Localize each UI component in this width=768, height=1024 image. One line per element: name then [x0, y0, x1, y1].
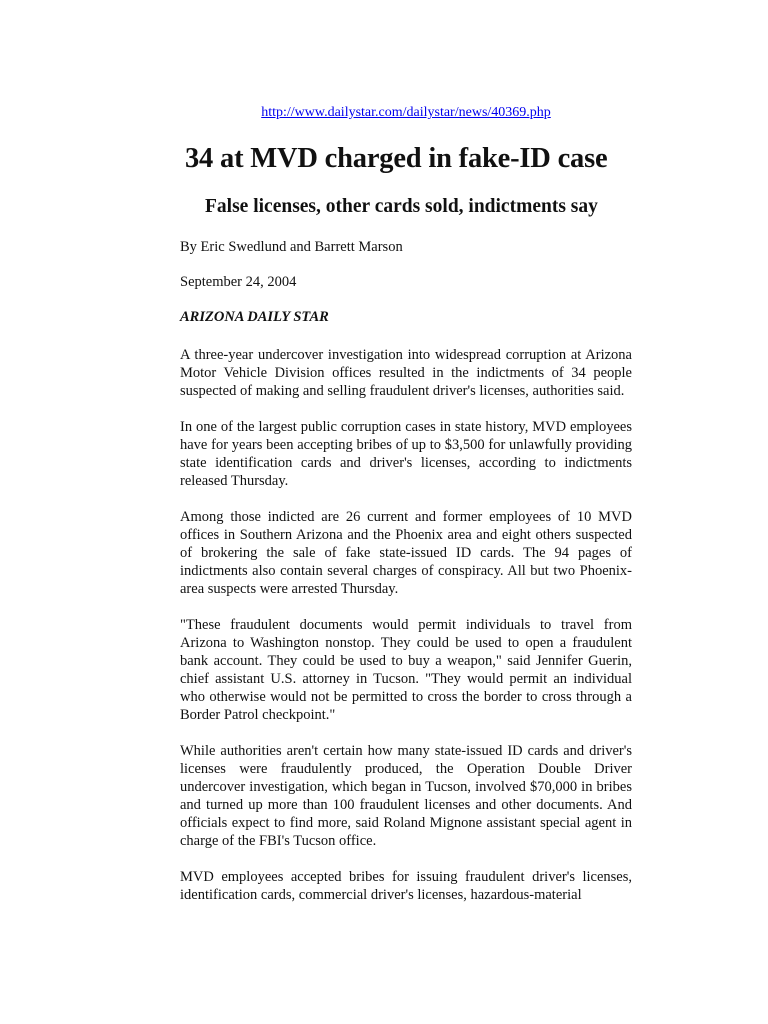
document-page — [180, 104, 632, 922]
source-url-link[interactable]: http://www.dailystar.com/dailystar/news/40369.php — [261, 105, 551, 120]
source-url-line — [180, 104, 632, 122]
article-paragraph-3: Among those indicted are 26 current and former employees of 10 MVD offices in Southern Arizona and the Phoenix area and eight others suspected of brokering the sale of fake state-issued ID cards. The 94 pages of indictments also contain several charges of conspiracy. All but two Phoenix-area suspects were arrested Thursday. — [180, 509, 632, 597]
article-subheadline: False licenses, other cards sold, indictments say — [205, 196, 598, 217]
article-byline: By Eric Swedlund and Barrett Marson — [180, 239, 403, 255]
article-paragraph-1: A three-year undercover investigation into widespread corruption at Arizona Motor Vehicle Division offices resulted in the indictments of 34 people suspected of making and selling fraudulent driver's licenses, authorities said. — [180, 347, 632, 399]
article-paragraph-5: While authorities aren't certain how many state-issued ID cards and driver's licenses were fraudulently produced, the Operation Double Driver undercover investigation, which began in Tucson, involved $70,000 in bribes and turned up more than 100 fraudulent licenses and other documents. And officials expect to find more, said Roland Mignone assistant special agent in charge of the FBI's Tucson office. — [180, 743, 632, 849]
publication-name: ARIZONA DAILY STAR — [180, 309, 329, 325]
article-headline: 34 at MVD charged in fake-ID case — [185, 143, 608, 174]
article-paragraph-2: In one of the largest public corruption cases in state history, MVD employees have for years been accepting bribes of up to $3,500 for unlawfully providing state identification cards and driver's licenses, according to indictments released Thursday. — [180, 419, 632, 489]
article-date: September 24, 2004 — [180, 274, 297, 290]
article-paragraph-6: MVD employees accepted bribes for issuing fraudulent driver's licenses, identification cards, commercial driver's licenses, hazardous-material — [180, 869, 632, 903]
article-paragraph-4: "These fraudulent documents would permit individuals to travel from Arizona to Washington nonstop. They could be used to open a fraudulent bank account. They could be used to buy a weapon," said Jennifer Guerin, chief assistant U.S. attorney in Tucson. "They would permit an individual who otherwise would not be permitted to cross the border to cross through a Border Patrol checkpoint." — [180, 617, 632, 723]
